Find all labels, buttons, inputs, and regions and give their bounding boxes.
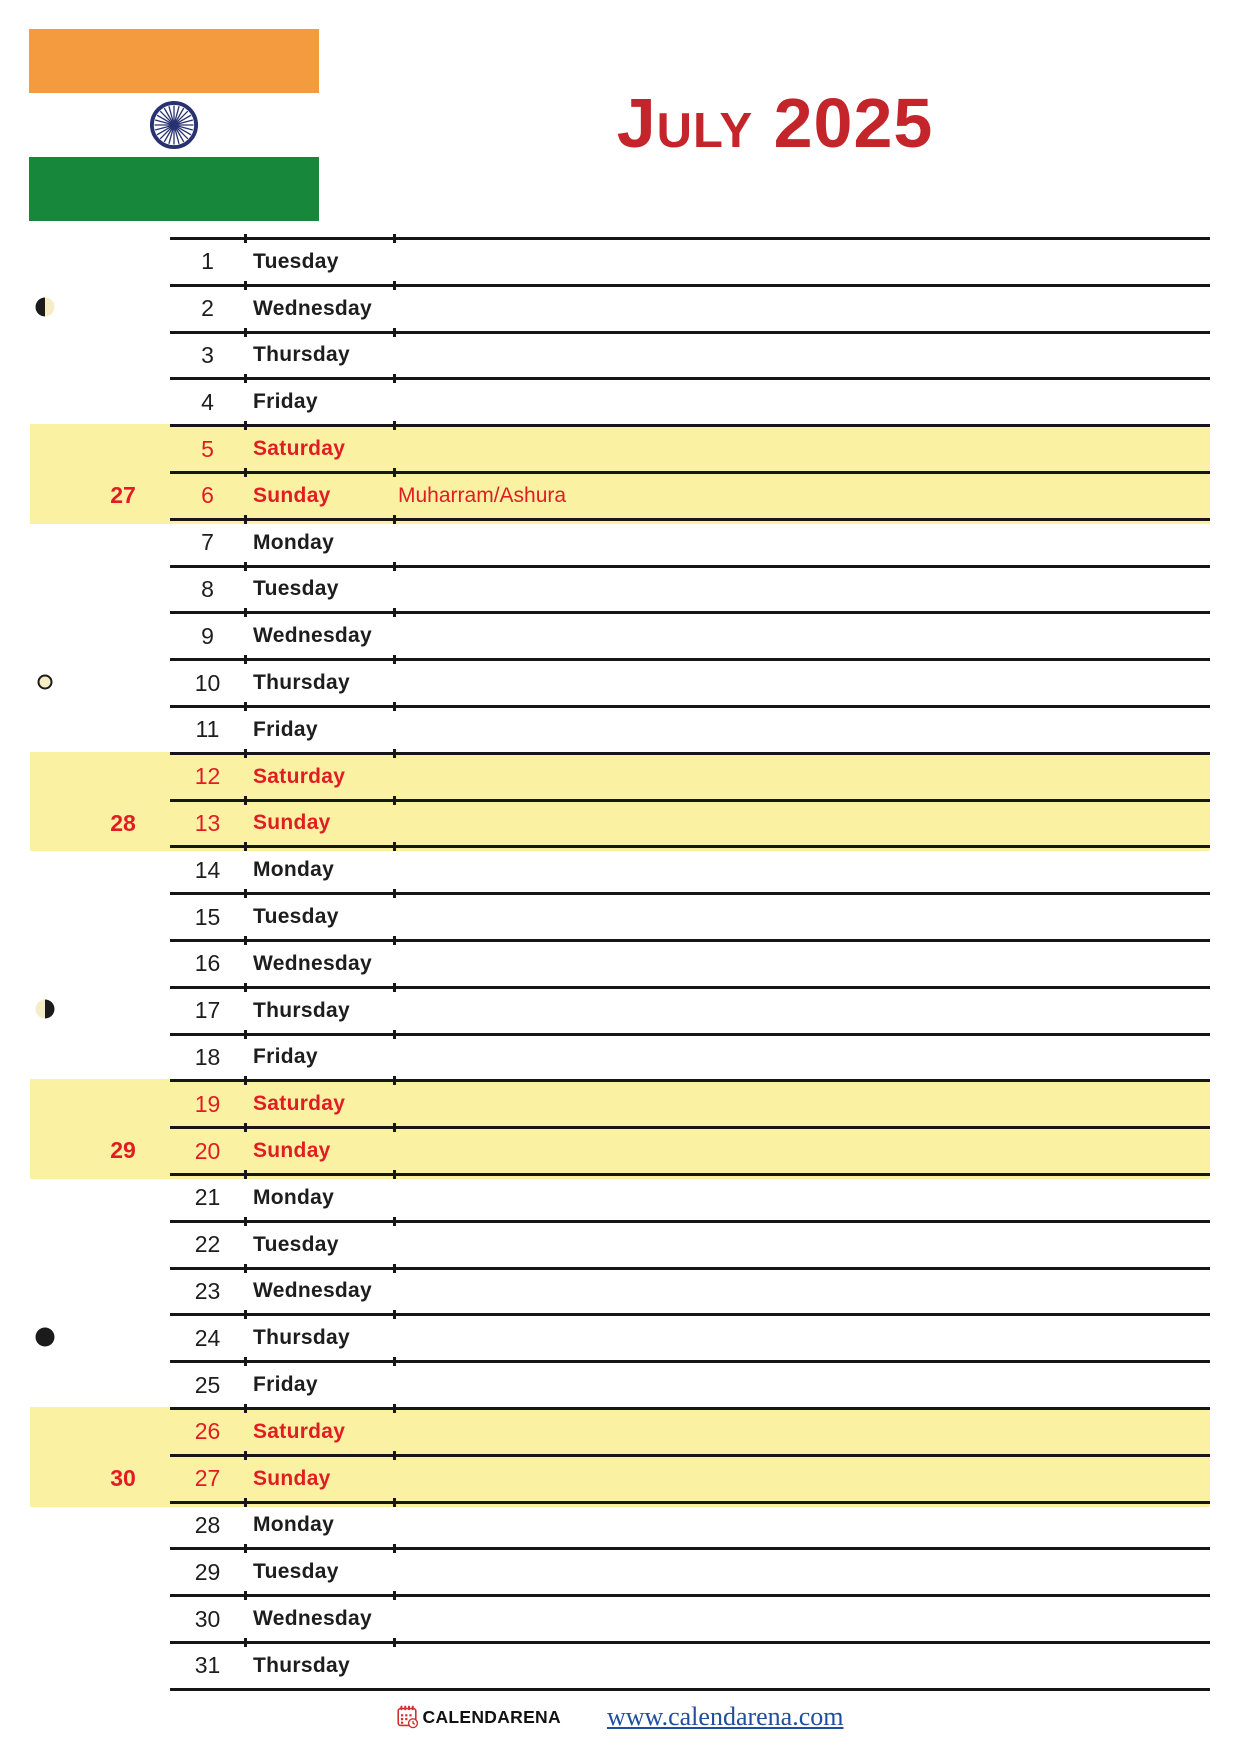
column-divider-tick [393, 1217, 396, 1226]
title-year: 2025 [773, 84, 934, 162]
calendar-row [170, 518, 1210, 565]
day-number: 18 [194, 1043, 221, 1070]
weekday-label: Monday [253, 530, 335, 554]
column-divider-tick [393, 1498, 396, 1507]
brand-logo[interactable] [397, 1705, 561, 1729]
column-divider-tick [393, 234, 396, 243]
weekday-label: Wednesday [253, 1607, 373, 1630]
column-divider-tick [393, 1591, 396, 1600]
calendar-row [170, 1360, 1210, 1407]
day-number: 30 [194, 1605, 221, 1632]
calendar-row [170, 939, 1210, 986]
column-divider-tick [244, 655, 247, 664]
day-number: 28 [194, 1511, 221, 1538]
weekday-label: Thursday [253, 1653, 350, 1677]
weekday-label: Saturday [253, 1419, 346, 1443]
weekday-label: Wednesday [253, 951, 373, 975]
weekday-label: Thursday [253, 671, 350, 695]
weekday-label: Sunday [253, 483, 331, 507]
weekday-label: Thursday [253, 343, 350, 367]
day-number: 12 [194, 763, 221, 790]
calendar-row [170, 284, 1210, 331]
calendar-row [170, 892, 1210, 939]
day-number: 13 [194, 809, 221, 836]
weekday-label: Tuesday [253, 1232, 339, 1256]
flag-green-band [29, 157, 319, 221]
weekday-label: Tuesday [253, 577, 339, 601]
calendar-row [170, 611, 1210, 658]
day-number: 20 [194, 1137, 221, 1164]
column-divider-tick [244, 1170, 247, 1179]
column-divider-tick [244, 702, 247, 711]
calendar-row [170, 1267, 1210, 1314]
week-number: 27 [110, 482, 136, 508]
calendar-row [170, 237, 1210, 284]
column-divider-tick [393, 1544, 396, 1553]
column-divider-tick [244, 1357, 247, 1366]
flag-white-band [29, 93, 319, 157]
page-title [330, 84, 1220, 162]
weekday-label: Friday [253, 717, 318, 741]
weekday-label: Tuesday [253, 905, 339, 929]
column-divider-tick [244, 234, 247, 243]
day-number: 14 [194, 856, 221, 883]
day-number: 19 [194, 1090, 221, 1117]
column-divider-tick [393, 936, 396, 945]
column-divider-tick [393, 983, 396, 992]
column-divider-tick [244, 374, 247, 383]
column-divider-tick [393, 468, 396, 477]
calendar-row [170, 1641, 1210, 1688]
column-divider-tick [244, 796, 247, 805]
column-divider-tick [393, 1451, 396, 1460]
calendar-row [170, 705, 1210, 752]
column-divider-tick [244, 749, 247, 758]
column-divider-tick [393, 1264, 396, 1273]
day-number: 6 [201, 482, 214, 509]
brand-name: CALENDARENA [422, 1706, 561, 1727]
column-divider-tick [393, 1123, 396, 1132]
column-divider-tick [393, 749, 396, 758]
column-divider-tick [244, 1404, 247, 1413]
day-number: 26 [194, 1418, 221, 1445]
column-divider-tick [393, 608, 396, 617]
weekday-label: Saturday [253, 1092, 346, 1116]
column-divider-tick [393, 374, 396, 383]
column-divider-tick [393, 655, 396, 664]
calendar-row [170, 845, 1210, 892]
weekday-label: Tuesday [253, 249, 339, 273]
column-divider-tick [244, 328, 247, 337]
weekday-label: Sunday [253, 811, 331, 835]
weekday-label: Sunday [253, 1466, 331, 1490]
column-divider-tick [244, 1217, 247, 1226]
calendar-row [170, 1033, 1210, 1080]
day-number: 7 [201, 529, 214, 556]
calendar-row [170, 565, 1210, 612]
day-number: 24 [194, 1324, 221, 1351]
calendar-row [170, 1501, 1210, 1548]
weekday-label: Wednesday [253, 1279, 373, 1303]
weekday-label: Thursday [253, 998, 350, 1022]
calendar-row [170, 1407, 1210, 1454]
day-number: 8 [201, 575, 214, 602]
weekday-label: Friday [253, 1045, 318, 1069]
column-divider-tick [393, 281, 396, 290]
day-number: 2 [201, 295, 214, 322]
weekday-label: Saturday [253, 764, 346, 788]
column-divider-tick [393, 1170, 396, 1179]
column-divider-tick [244, 515, 247, 524]
column-divider-tick [244, 281, 247, 290]
weekday-label: Wednesday [253, 296, 373, 320]
column-divider-tick [393, 562, 396, 571]
week-number: 29 [110, 1137, 136, 1164]
calendar-row [170, 1079, 1210, 1126]
column-divider-tick [244, 1591, 247, 1600]
flag-saffron-band [29, 29, 319, 93]
column-divider-tick [393, 1638, 396, 1647]
column-divider-tick [393, 515, 396, 524]
day-number: 31 [194, 1652, 221, 1679]
day-number: 17 [194, 997, 221, 1024]
india-flag [29, 29, 319, 221]
column-divider-tick [244, 1451, 247, 1460]
day-number: 5 [201, 435, 214, 462]
column-divider-tick [244, 1498, 247, 1507]
column-divider-tick [393, 842, 396, 851]
column-divider-tick [244, 1264, 247, 1273]
weekday-label: Monday [253, 858, 335, 882]
weekday-label: Friday [253, 390, 318, 414]
holiday-label: Muharram/Ashura [398, 483, 567, 507]
column-divider-tick [393, 796, 396, 805]
weekday-label: Wednesday [253, 624, 373, 648]
ashoka-chakra-icon [148, 99, 200, 151]
new-moon-moon-icon [36, 1327, 55, 1346]
column-divider-tick [244, 889, 247, 898]
day-number: 22 [194, 1231, 221, 1258]
day-number: 3 [201, 341, 214, 368]
footer [0, 1694, 1240, 1740]
column-divider-tick [393, 1310, 396, 1319]
calendar-row [170, 471, 1210, 518]
calendar-table [170, 237, 1210, 1691]
week-number: 28 [110, 809, 136, 836]
weekday-label: Monday [253, 1185, 335, 1209]
column-divider-tick [393, 889, 396, 898]
calendar-row [170, 658, 1210, 705]
weekday-label: Monday [253, 1513, 335, 1537]
column-divider-tick [244, 421, 247, 430]
column-divider-tick [244, 1076, 247, 1085]
website-link[interactable]: www.calendarena.com [606, 1702, 844, 1731]
day-number: 1 [201, 248, 214, 275]
title-month: July [616, 84, 754, 162]
day-number: 15 [194, 903, 221, 930]
column-divider-tick [393, 1076, 396, 1085]
calendar-row [170, 1126, 1210, 1173]
calendar-row [170, 986, 1210, 1033]
column-divider-tick [244, 936, 247, 945]
calendar-row [170, 1220, 1210, 1267]
column-divider-tick [244, 1638, 247, 1647]
calendar-row [170, 1313, 1210, 1360]
last-quarter-moon-icon [36, 1000, 55, 1019]
day-number: 21 [194, 1184, 221, 1211]
column-divider-tick [393, 1030, 396, 1039]
week-number: 30 [110, 1464, 136, 1491]
day-number: 23 [194, 1277, 221, 1304]
column-divider-tick [244, 608, 247, 617]
day-number: 9 [201, 622, 214, 649]
calendar-row [170, 1454, 1210, 1501]
column-divider-tick [244, 562, 247, 571]
calendar-row [170, 752, 1210, 799]
day-number: 29 [194, 1558, 221, 1585]
weekday-label: Tuesday [253, 1560, 339, 1584]
calendar-row [170, 377, 1210, 424]
column-divider-tick [244, 1310, 247, 1319]
day-number: 25 [194, 1371, 221, 1398]
weekday-label: Sunday [253, 1139, 331, 1163]
first-quarter-moon-icon [36, 298, 55, 317]
column-divider-tick [244, 1123, 247, 1132]
weekday-label: Friday [253, 1373, 318, 1397]
calendar-row [170, 1594, 1210, 1641]
day-number: 11 [195, 716, 220, 743]
day-number: 16 [194, 950, 221, 977]
full-moon-moon-icon [38, 674, 53, 689]
calendar-row [170, 799, 1210, 846]
day-number: 10 [194, 669, 221, 696]
column-divider-tick [393, 1404, 396, 1413]
weekday-label: Thursday [253, 1326, 350, 1350]
column-divider-tick [244, 842, 247, 851]
column-divider-tick [244, 1544, 247, 1553]
column-divider-tick [244, 983, 247, 992]
column-divider-tick [393, 328, 396, 337]
calendar-row [170, 1173, 1210, 1220]
calendar-row [170, 424, 1210, 471]
day-number: 4 [201, 388, 214, 415]
calendar-row [170, 1547, 1210, 1594]
weekday-label: Saturday [253, 437, 346, 461]
column-divider-tick [393, 702, 396, 711]
column-divider-tick [393, 1357, 396, 1366]
calendar-icon [397, 1705, 419, 1729]
column-divider-tick [244, 468, 247, 477]
column-divider-tick [244, 1030, 247, 1039]
column-divider-tick [393, 421, 396, 430]
calendar-row [170, 331, 1210, 378]
day-number: 27 [194, 1465, 221, 1492]
